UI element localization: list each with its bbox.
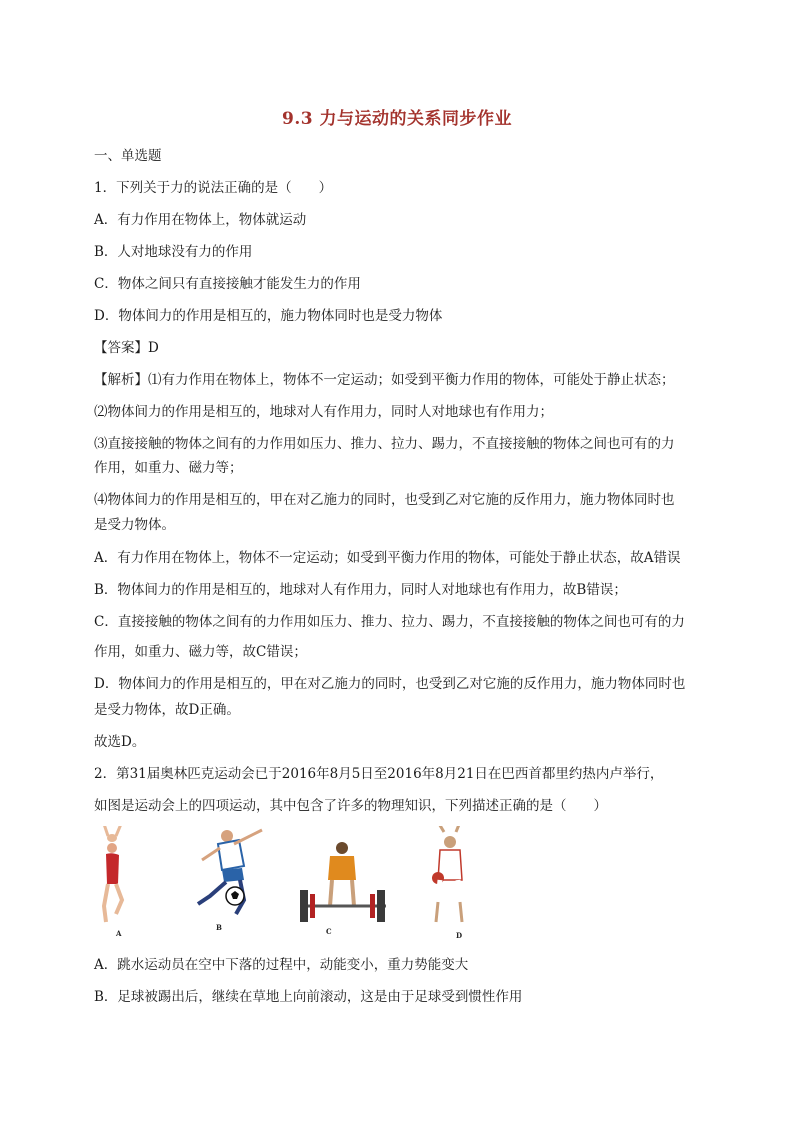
q1-option-b: B．人对地球没有力的作用 <box>94 244 253 260</box>
q1-analysis-line: C．直接接触的物体之间有的力作用如压力、推力、拉力、踢力，不直接接触的物体之间也可有的力 <box>94 614 685 630</box>
page-title: 9.3 力与运动的关系同步作业 <box>282 109 512 129</box>
q1-option-d: D．物体间力的作用是相互的，施力物体同时也是受力物体 <box>94 308 443 324</box>
figure-label-b: B <box>216 923 222 932</box>
q1-analysis-line: D．物体间力的作用是相互的，甲在对乙施力的同时，也受到乙对它施的反作用力，施力物体同时也 <box>94 676 686 692</box>
q2-option-a: A．跳水运动员在空中下落的过程中，动能变小，重力势能变大 <box>94 957 469 973</box>
q1-stem: 1．下列关于力的说法正确的是（ ） <box>94 180 333 196</box>
q1-option-a: A．有力作用在物体上，物体就运动 <box>94 212 307 228</box>
q2-stem-line: 如图是运动会上的四项运动，其中包含了许多的物理知识，下列描述正确的是（ ） <box>94 798 607 814</box>
figure-label-a: A <box>116 929 122 938</box>
q1-analysis-line: 作用，如重力、磁力等，故C错误； <box>94 644 307 660</box>
weightlifter-illustration <box>300 842 386 936</box>
q1-analysis-line: 【解析】⑴有力作用在物体上，物体不一定运动；如受到平衡力作用的物体，可能处于静止状态； <box>94 372 675 388</box>
q1-analysis-line: ⑵物体间力的作用是相互的，地球对人有作用力，同时人对地球也有作用力； <box>94 404 553 420</box>
q1-analysis-line: A．有力作用在物体上，物体不一定运动；如受到平衡力作用的物体，可能处于静止状态，故A错误 <box>94 550 681 566</box>
q2-option-b: B．足球被踢出后，继续在草地上向前滚动，这是由于足球受到惯性作用 <box>94 989 523 1005</box>
q2-sports-figure <box>94 826 514 944</box>
q1-analysis-line: 是受力物体。 <box>94 517 175 533</box>
q1-analysis-line: 作用，如重力、磁力等； <box>94 460 243 476</box>
diver-illustration <box>104 826 122 938</box>
q1-analysis-line: ⑷物体间力的作用是相互的，甲在对乙施力的同时，也受到乙对它施的反作用力，施力物体同时也 <box>94 492 675 508</box>
q2-stem-line: 2．第31届奥林匹克运动会已于2016年8月5日至2016年8月21日在巴西首都里约热内卢举行， <box>94 766 664 782</box>
q1-answer: 【答案】D <box>94 340 159 356</box>
figure-label-d: D <box>456 931 463 940</box>
section-heading: 一、单选题 <box>94 148 162 164</box>
q1-analysis-line: 是受力物体，故D正确。 <box>94 702 240 718</box>
figure-label-c: C <box>326 927 332 936</box>
q1-analysis-line: 故选D。 <box>94 734 146 750</box>
q1-analysis-line: B．物体间力的作用是相互的，地球对人有作用力，同时人对地球也有作用力，故B错误； <box>94 582 627 598</box>
basketball-player-illustration <box>432 826 462 940</box>
soccer-player-illustration <box>198 830 262 932</box>
q1-analysis-line: ⑶直接接触的物体之间有的力作用如压力、推力、拉力、踢力，不直接接触的物体之间也可有的力 <box>94 436 675 452</box>
q1-option-c: C．物体之间只有直接接触才能发生力的作用 <box>94 276 361 292</box>
